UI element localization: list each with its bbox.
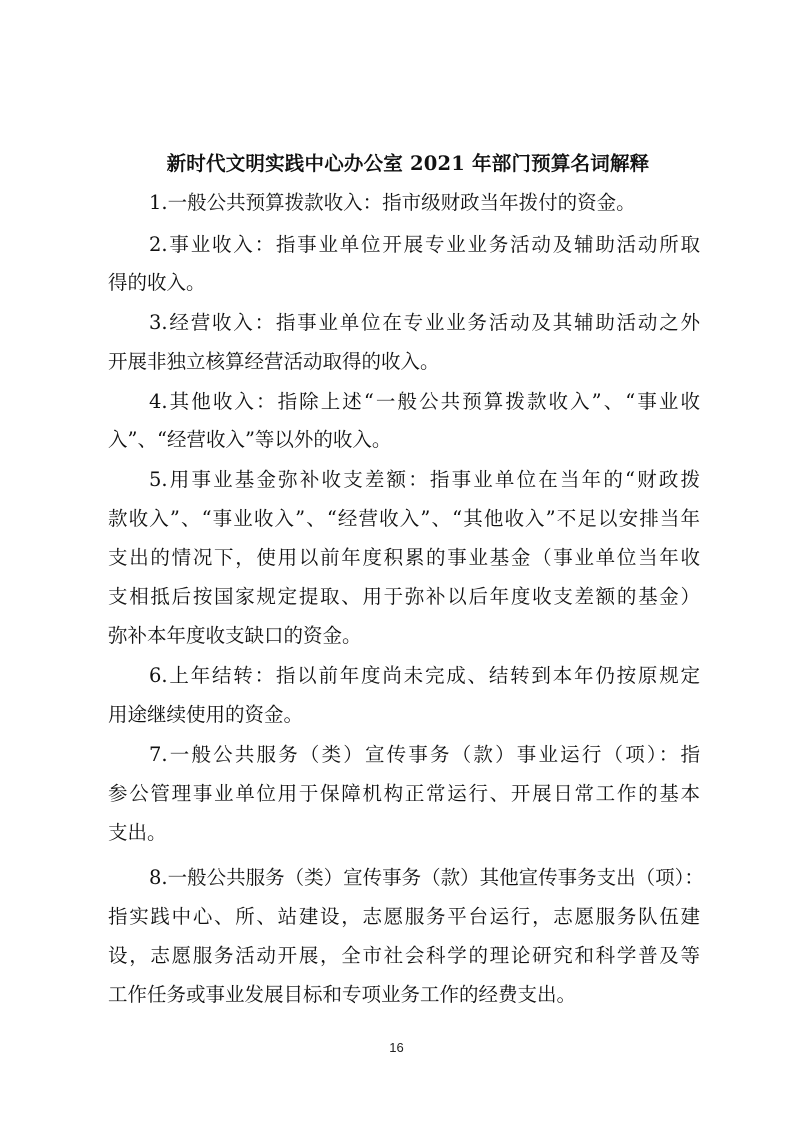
- paragraph-5-line-5: 弥补本年度收支缺口的资金。: [108, 624, 362, 647]
- paragraph-3-line-1: 3.经营收入：指事业单位在专业业务活动及其辅助活动之外: [149, 311, 700, 334]
- page-number: 16: [389, 1040, 404, 1055]
- paragraph-8-line-2: 指实践中心、所、站建设，志愿服务平台运行，志愿服务队伍建: [108, 905, 700, 928]
- document-title: 新时代文明实践中心办公室 2021 年部门预算名词解释: [166, 152, 650, 175]
- paragraph-6-line-1: 6.上年结转：指以前年度尚未完成、结转到本年仍按原规定: [149, 664, 700, 687]
- paragraph-5-line-1: 5.用事业基金弥补收支差额：指事业单位在当年的“财政拨: [149, 468, 700, 491]
- paragraph-4-line-2: 入”、“经营收入”等以外的收入。: [108, 428, 392, 451]
- paragraph-5-line-3: 支出的情况下，使用以前年度积累的事业基金（事业单位当年收: [108, 546, 700, 569]
- paragraph-8-line-3: 设，志愿服务活动开展，全市社会科学的理论研究和科学普及等: [108, 944, 700, 967]
- paragraph-4-line-1: 4.其他收入：指除上述“一般公共预算拨款收入”、“事业收: [149, 390, 700, 413]
- paragraph-2-line-2: 得的收入。: [108, 271, 206, 294]
- paragraph-3-line-2: 开展非独立核算经营活动取得的收入。: [108, 350, 440, 373]
- paragraph-7-line-3: 支出。: [108, 821, 167, 844]
- paragraph-7-line-1: 7.一般公共服务（类）宣传事务（款）事业运行（项）：指: [149, 743, 700, 766]
- paragraph-8-line-1: 8.一般公共服务（类）宣传事务（款）其他宣传事务支出（项）：: [149, 866, 704, 889]
- paragraph-7-line-2: 参公管理事业单位用于保障机构正常运行、开展日常工作的基本: [108, 782, 700, 805]
- paragraph-8-line-4: 工作任务或事业发展目标和专项业务工作的经费支出。: [108, 983, 577, 1006]
- paragraph-5-line-4: 支相抵后按国家规定提取、用于弥补以后年度收支差额的基金）: [108, 585, 700, 608]
- paragraph-6-line-2: 用途继续使用的资金。: [108, 703, 304, 726]
- paragraph-2-line-1: 2.事业收入：指事业单位开展专业业务活动及辅助活动所取: [149, 233, 700, 256]
- paragraph-5-line-2: 款收入”、“事业收入”、“经营收入”、“其他收入”不足以安排当年: [108, 507, 700, 530]
- paragraph-1-line-1: 1.一般公共预算拨款收入：指市级财政当年拨付的资金。: [149, 191, 636, 214]
